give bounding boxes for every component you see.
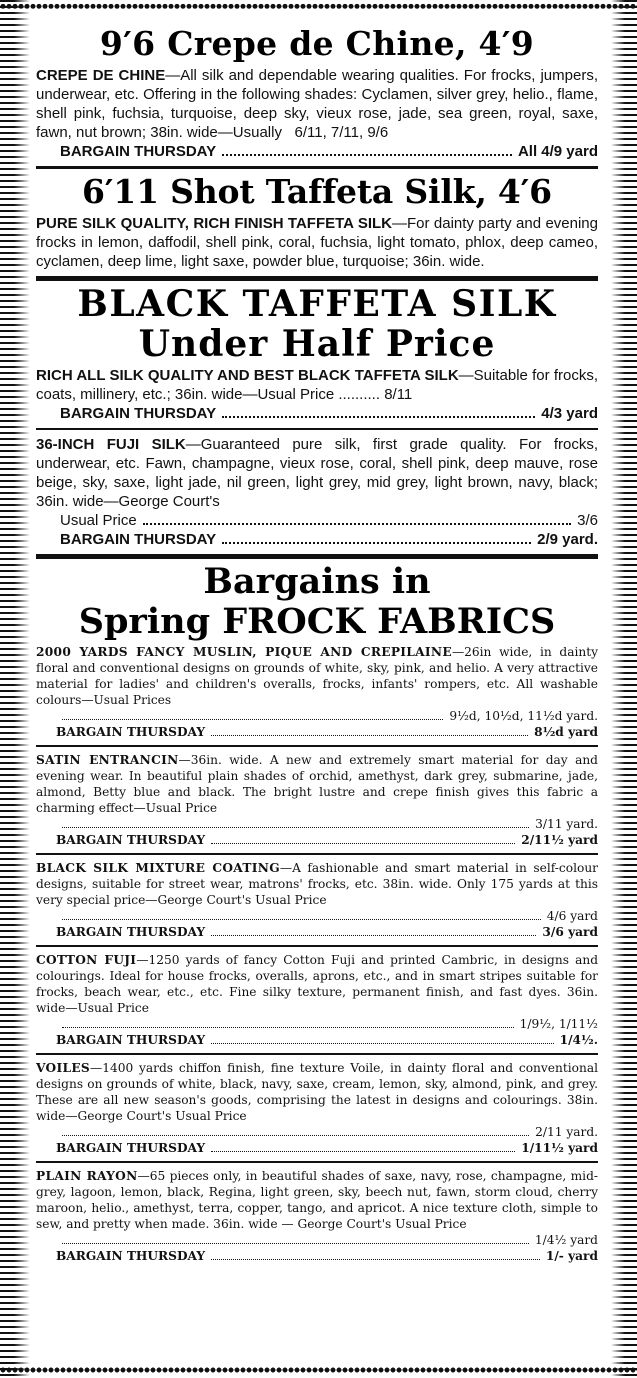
dot-leader [62,1232,529,1244]
bargains-in-headline: Bargains in [203,561,431,602]
fabric-item-lead: BLACK SILK MIXTURE COATING [36,861,280,875]
black-taffeta-headline: BLACK TAFFETA SILK [77,283,557,325]
fabric-item [36,858,598,942]
bargain-label: BARGAIN THURSDAY [56,1249,206,1263]
black-taffeta-section [36,284,598,425]
usual-price: 9½d, 10½d, 11½d yard. [449,709,598,723]
fabric-item [36,950,598,1050]
decorative-border-top [0,0,637,18]
bargain-price: 1/11½ yard [521,1141,598,1155]
divider [36,853,598,855]
crepe-lead: CREPE DE CHINE [36,67,166,84]
dot-leader [143,511,571,525]
taffeta-lead: PURE SILK QUALITY, RICH FINISH TAFFETA SILK [36,215,393,232]
bargain-label: BARGAIN THURSDAY [60,405,217,422]
divider [36,554,598,559]
spring-frock-fabrics-headline: Spring FROCK FABRICS [78,601,556,642]
fabric-item [36,1166,598,1266]
fuji-silk-bargain-row [36,530,598,549]
advertisement [36,24,598,1266]
dot-leader [211,1248,540,1260]
bargain-row [36,832,598,848]
crepe-de-chine-section [36,24,598,163]
usual-price: 4/6 yard [546,909,598,923]
crepe-usual-price: 6/11, 7/11, 9/6 [294,124,389,141]
fabric-item-body: —65 pieces only, in beautiful shades of saxe, navy, rose, champagne, mid-grey, lagoon, lemon, black, Regina, light green, sky, beech nut, fawn, storm cloud, cherry maroon, helio., amethyst, terra, copper, tango, and apricot. A nice texture cloth, simple to sew, and pretty when made. 36in. wide — George Court's Usual Price [36,1169,598,1231]
bargain-price: 2/11½ yard [521,833,598,847]
divider [36,166,598,169]
black-taffeta-body: —Suitable for frocks, coats, millinery, etc.; 36in. wide—Usual Price [36,367,598,403]
bargain-price: All 4/9 yard [517,143,598,160]
usual-price-row [36,1124,598,1140]
bargain-row [36,1140,598,1156]
dot-leader [62,816,529,828]
dot-leader [211,924,536,936]
taffeta-headline: 6′11 Shot Taffeta Silk, 4′6 [82,172,552,211]
dot-leader [211,724,528,736]
shot-taffeta-section [36,172,598,273]
fabric-item-body: —1250 yards of fancy Cotton Fuji and printed Cambric, in designs and colourings. Ideal for house frocks, overalls, aprons, etc., and in smart stripes suitable for frocks, beach wear, etc., etc. Fine silky texture, permanent finish, and fast dyes. 36in. wide—Usual Price [36,953,598,1015]
dot-leader [222,404,535,418]
bargain-row [36,1032,598,1048]
bargain-label: BARGAIN THURSDAY [56,925,206,939]
bargain-label: BARGAIN THURSDAY [56,1141,206,1155]
divider [36,1161,598,1163]
fabric-item-body: —36in. wide. A new and extremely smart material for day and evening wear. In beautiful plain shades of orchid, amethyst, dark grey, submarine, jade, almond, Betty blue and black. The bright lustre and crepe finish gives this fabric a charming effect—Usual Price [36,753,598,815]
dot-leader [222,142,512,156]
divider [36,745,598,747]
taffeta-body: —For dainty party and evening frocks in lemon, daffodil, shell pink, coral, fuchsia, light tomato, phlox, deep cameo, cyclamen, deep lime, light saxe, powder blue, turquoise; 36in. wide. [36,215,598,270]
fabric-item-body: —26in wide, in dainty floral and conventional designs on grounds of white, sky, pink, and helio. A very attractive material for ladies' and children's overalls, frocks, infants' rompers, etc. All washable colours—Usual Prices [36,645,598,707]
divider [36,428,598,430]
usual-price-label: Usual Price [60,512,137,529]
fuji-silk-description [36,433,598,551]
bargain-price: 3/6 yard [542,925,598,939]
crepe-body: —All silk and dependable wearing qualities. For frocks, jumpers, underwear, etc. Offering in the following shades: Cyclamen, silver grey, helio., flame, shell pink, fuchsia, turquoise, deep sky, vieux rose, jade, sea green, royal, saxe, fawn, nut brown; 38in. wide—Usually [36,67,598,141]
decorative-border-left [0,0,30,1378]
bargain-label: BARGAIN THURSDAY [60,531,217,548]
crepe-headline: 9′6 Crepe de Chine, 4′9 [99,24,535,63]
fuji-silk-section [36,433,598,551]
divider [36,276,598,281]
bargain-price: 4/3 yard [541,405,598,422]
divider [36,1053,598,1055]
bargain-label: BARGAIN THURSDAY [56,725,206,739]
bargain-label: BARGAIN THURSDAY [60,143,217,160]
bargain-row [36,1248,598,1264]
fabric-item-lead: 2000 YARDS FANCY MUSLIN, PIQUE AND CREPILAINE [36,645,452,659]
bargain-row [36,924,598,940]
taffeta-description [36,212,598,273]
decorative-border-bottom [0,1358,637,1378]
usual-price: 3/6 [577,512,598,529]
fabric-item-lead: VOILES [36,1061,91,1075]
black-taffeta-lead: RICH ALL SILK QUALITY AND BEST BLACK TAFFETA SILK [36,367,459,384]
fabric-item [36,642,598,742]
usual-price-row [36,908,598,924]
bargain-price: 8½d yard [534,725,598,739]
fabric-item-lead: COTTON FUJI [36,953,137,967]
fuji-silk-body: —Guaranteed pure silk, first grade quality. For frocks, underwear, etc. Fawn, champagne, vieux rose, coral, shell pink, deep mauve, rose beige, sky, saxe, light jade, nil green, light grey, mid grey, light brown, navy, black; 36in. wide—George Court's [36,436,598,510]
dot-leader [211,1140,515,1152]
fuji-silk-usual-row [36,511,598,530]
fuji-silk-lead: 36-INCH FUJI SILK [36,436,186,453]
bargain-price: 2/9 yard. [537,531,598,548]
dot-leader [62,708,443,720]
bargain-price: 1/4½. [559,1033,598,1047]
fabric-item [36,750,598,850]
fabric-item-body: —1400 yards chiffon finish, fine texture Voile, in dainty floral and conventional designs on grounds of white, black, navy, saxe, cream, lemon, sky, almond, pink, and grey. These are all new season's goods, comprising the latest in designs and colourings. 38in. wide—George Court's Usual Price [36,1061,598,1123]
usual-price: 3/11 yard. [535,817,598,831]
dot-leader [62,1016,514,1028]
usual-price-row [36,1016,598,1032]
usual-price-row [36,816,598,832]
usual-price-row [36,708,598,724]
fabric-item-lead: SATIN ENTRANCIN [36,753,179,767]
usual-price: 1/4½ yard [534,1233,598,1247]
dot-leader [62,908,541,920]
dot-leader [222,530,531,544]
decorative-border-right [611,0,637,1378]
black-taffeta-bargain-row [36,404,598,423]
usual-price-row [36,1232,598,1248]
crepe-bargain-row [36,142,598,161]
usual-price: 2/11 yard. [535,1125,598,1139]
dot-leader [211,832,515,844]
fabric-item-body: —A fashionable and smart material in self-colour designs, suitable for street wear, matrons' frocks, etc. 38in. wide. Only 175 yards at this very special price—George Court's Usual Price [36,861,599,907]
black-taffeta-usual-price: 8/11 [384,386,413,403]
dot-leader [62,1124,529,1136]
under-half-price-headline: Under Half Price [138,323,496,365]
bargain-label: BARGAIN THURSDAY [56,1033,206,1047]
crepe-description [36,64,598,163]
black-taffeta-description: RICH ALL SILK QUALITY AND BEST BLACK TAFFETA SILK—Suitable for frocks, coats, millinery, etc.; 36in. wide—Usual Price .......... 8/11 BARGAIN THURSDAY 4/3 yard [36,367,598,422]
frock-fabrics-section [36,562,598,1266]
usual-price: 1/9½, 1/11½ [519,1017,598,1031]
bargain-row [36,724,598,740]
dot-leader [211,1032,554,1044]
bargain-label: BARGAIN THURSDAY [56,833,206,847]
fabric-item-lead: PLAIN RAYON [36,1169,138,1183]
bargain-price: 1/- yard [545,1249,598,1263]
divider [36,945,598,947]
fabric-item [36,1058,598,1158]
fabric-items-list [36,642,598,1266]
